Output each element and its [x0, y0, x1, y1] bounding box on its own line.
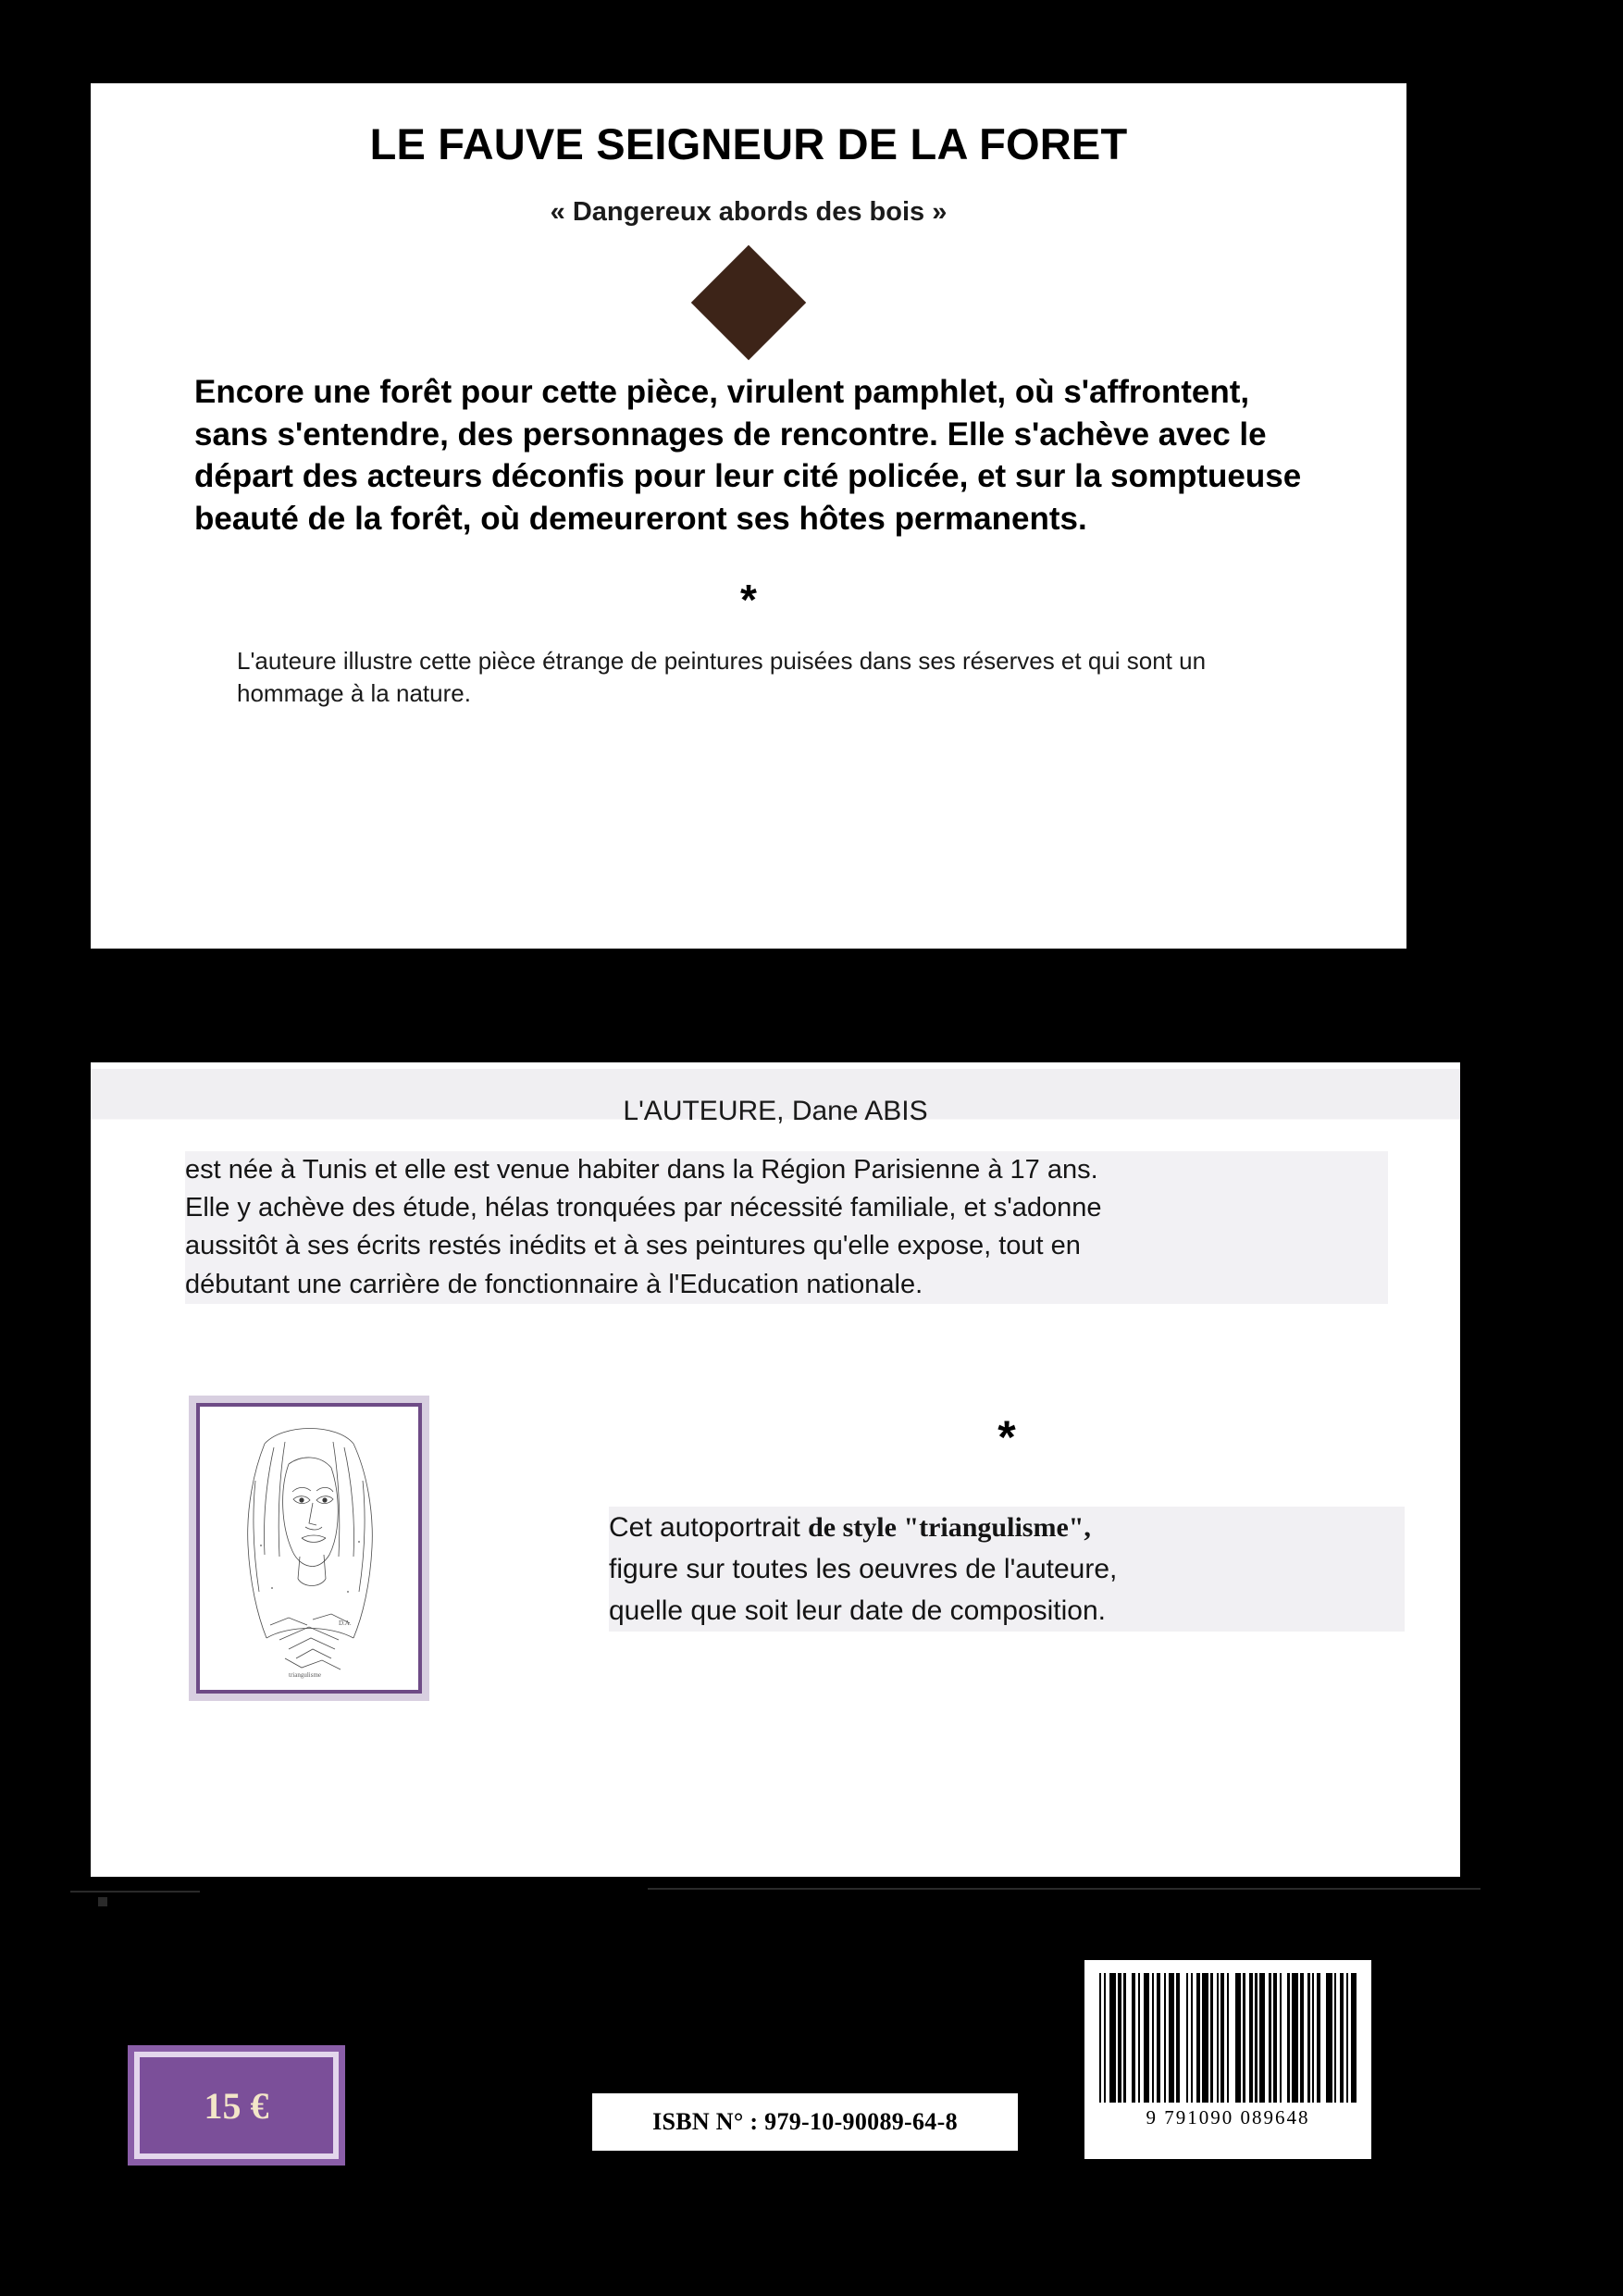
- price-label: 15 €: [204, 2084, 269, 2127]
- author-portrait: [196, 1403, 422, 1694]
- price-badge-inner: [140, 2057, 333, 2153]
- caption-plain: Cet autoportrait: [609, 1512, 809, 1543]
- caption-bold: de style "triangulisme",: [808, 1512, 1091, 1543]
- author-heading: L'AUTEURE, Dane ABIS: [91, 1062, 1460, 1127]
- svg-text:triangulisme: triangulisme: [289, 1671, 321, 1679]
- back-cover-top-panel: [91, 83, 1406, 949]
- author-bio-line: aussitôt à ses écrits restés inédits et à ses peintures qu'elle expose, tout en: [185, 1227, 1388, 1265]
- barcode: [1084, 1960, 1371, 2159]
- triangulisme-sketch-icon: [200, 1407, 418, 1690]
- asterisk-separator: *: [740, 576, 757, 624]
- author-bio-line: débutant une carrière de fonctionnaire à l'Education nationale.: [185, 1266, 1388, 1304]
- portrait-caption-column: [609, 1411, 1405, 1632]
- author-portrait-frame: [189, 1396, 429, 1701]
- asterisk-separator-2: *: [997, 1411, 1016, 1463]
- portrait-caption-line: quelle que soit leur date de composition.: [609, 1590, 1405, 1632]
- page-title: LE FAUVE SEIGNEUR DE LA FORET: [369, 119, 1128, 168]
- barcode-digits: 9 791090 089648: [1146, 2106, 1310, 2128]
- edge-speck: [648, 1888, 1481, 1890]
- author-bio-line: est née à Tunis et elle est venue habiter dans la Région Parisienne à 17 ans.: [185, 1151, 1388, 1189]
- barcode-bars: [1099, 1973, 1357, 2103]
- portrait-caption-line: [609, 1507, 1405, 1548]
- author-bio-line: Elle y achève des étude, hélas tronquées par nécessité familiale, et s'adonne: [185, 1189, 1388, 1227]
- illustration-note: L'auteure illustre cette pièce étrange de peintures puisées dans ses réserves et qui sont un hommage à la nature.: [237, 647, 1207, 708]
- author-bio: [91, 1127, 1460, 1304]
- book-blurb: Encore une forêt pour cette pièce, virulent pamphlet, où s'affrontent, sans s'entendre, des personnages de rencontre. Elle s'achève avec le départ des acteurs déconfis pour leur cité policée, et sur la somptueuse beauté de la forêt, où demeureront ses hôtes permanents.: [194, 374, 1302, 537]
- isbn-box: [592, 2093, 1018, 2151]
- edge-speck: [98, 1897, 107, 1906]
- author-panel: [91, 1062, 1460, 1877]
- portrait-caption-line: figure sur toutes les oeuvres de l'auteure,: [609, 1548, 1405, 1590]
- price-badge: [128, 2045, 345, 2166]
- portrait-caption: [609, 1507, 1405, 1632]
- diamond-ornament-wrap: [91, 265, 1406, 371]
- edge-speck: [70, 1891, 200, 1893]
- diamond-icon: [695, 249, 802, 356]
- svg-text:D.A.: D.A.: [339, 1620, 352, 1627]
- isbn-label: ISBN N° : 979-10-90089-64-8: [652, 2108, 958, 2135]
- price-badge-mat: [134, 2052, 339, 2159]
- book-subtitle: « Dangereux abords des bois »: [550, 197, 948, 227]
